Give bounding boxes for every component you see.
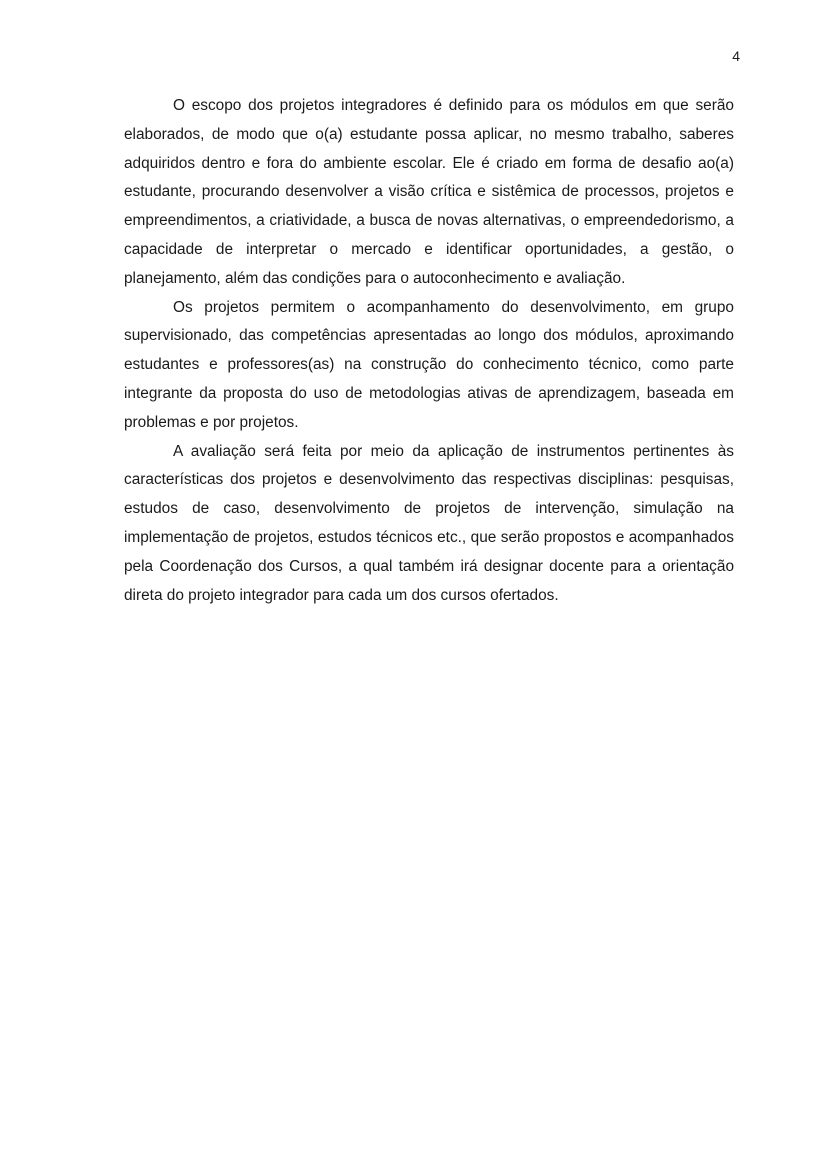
page-number: 4 bbox=[732, 48, 740, 64]
paragraph-evaluation: A avaliação será feita por meio da aplicação de instrumentos pertinentes às características dos projetos e desenvolvimento das respectivas disciplinas: pesquisas, estudos de caso, desenvolvimento de projetos de intervenção, simulação na implementação de projetos, estudos técnicos etc., que serão propostos e acompanhados pela Coordenação dos Cursos, a qual também irá designar docente para a orientação direta do projeto integrador para cada um dos cursos ofertados. bbox=[124, 442, 734, 604]
paragraph-projects: Os projetos permitem o acompanhamento do desenvolvimento, em grupo supervisionado, das competências apresentadas ao longo dos módulos, aproximando estudantes e professores(as) na construção do conhecimento técnico, como parte integrante da proposta do uso de metodologias ativas de aprendizagem, baseada em problemas e por projetos. bbox=[124, 298, 734, 431]
paragraph-scope: O escopo dos projetos integradores é definido para os módulos em que serão elaborados, de modo que o(a) estudante possa aplicar, no mesmo trabalho, saberes adquiridos dentro e fora do ambiente escolar. Ele é criado em forma de desafio ao(a) estudante, procurando desenvolver a visão crítica e sistêmica de processos, projetos e empreendimentos, a criatividade, a busca de novas alternativas, o empreendedorismo, a capacidade de interpretar o mercado e identificar oportunidades, a gestão, o planejamento, além das condições para o autoconhecimento e avaliação. bbox=[124, 97, 734, 287]
document-body bbox=[124, 92, 734, 610]
